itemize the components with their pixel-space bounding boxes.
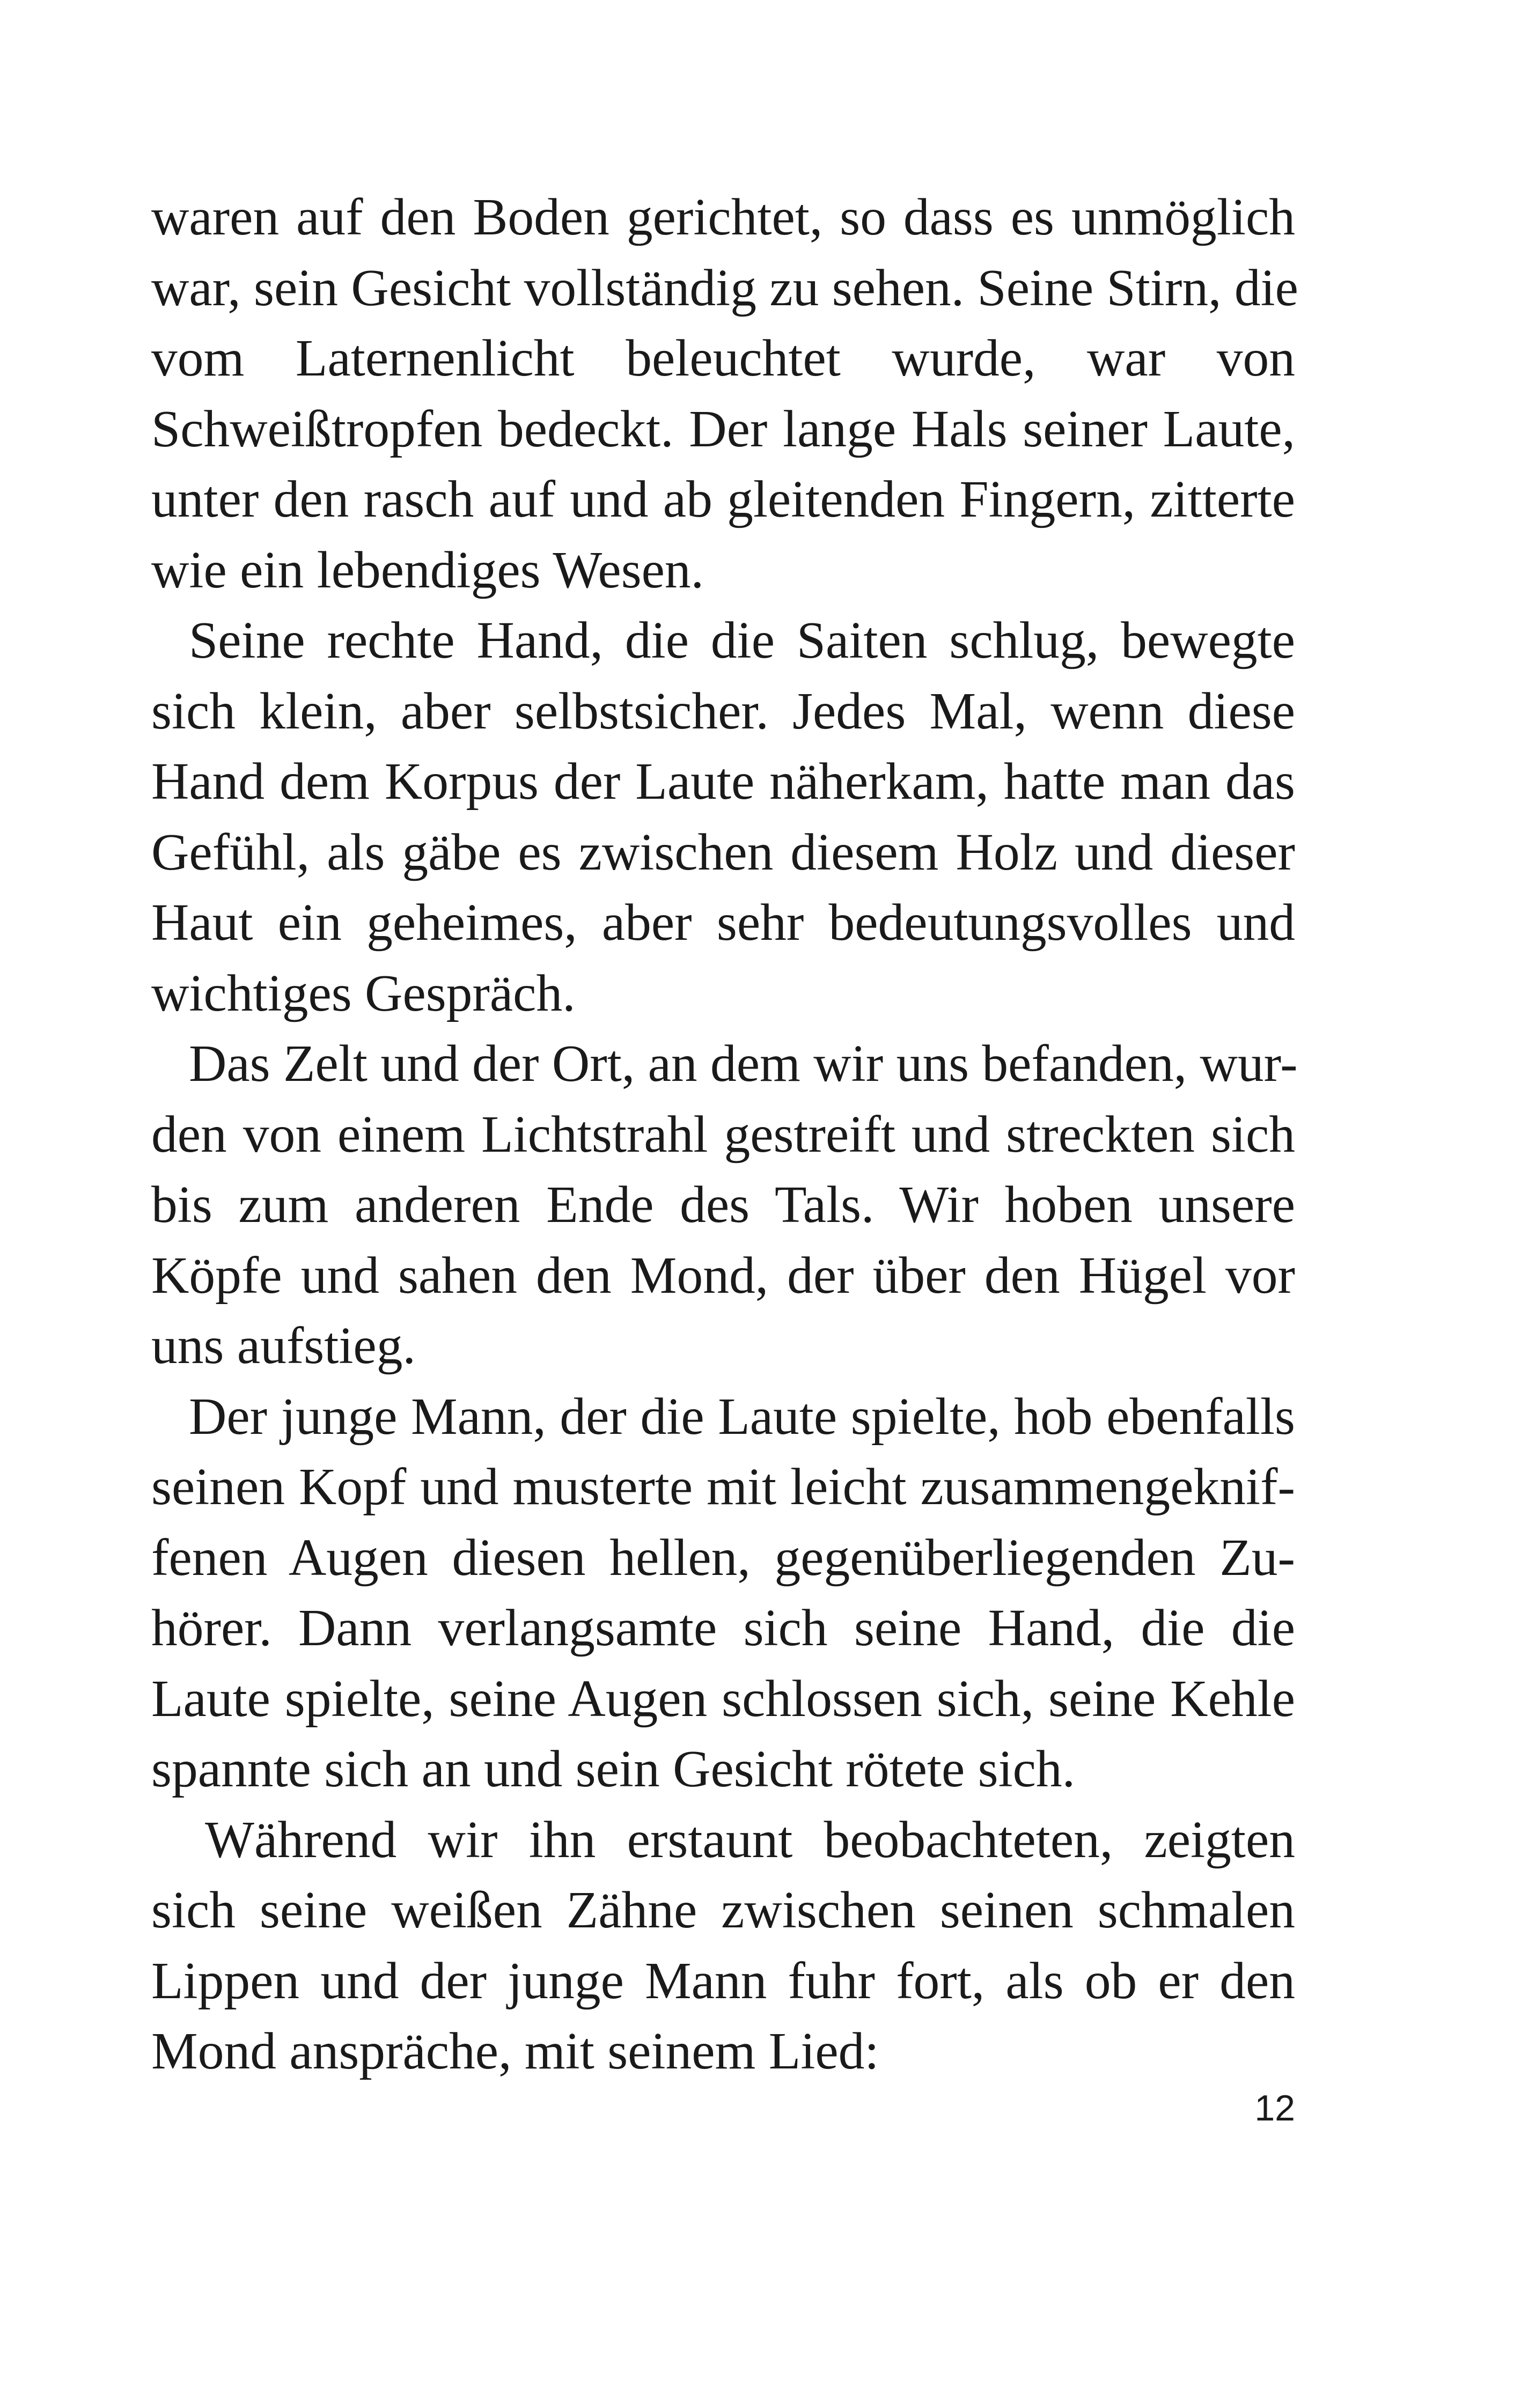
text-line: wichtiges Gespräch. [151,964,576,1022]
text-line: Gefühl, als gäbe es zwischen diesem Holz und dieser [151,823,1295,881]
text-line: Schweißtropfen bedeckt. Der lange Hals seiner Laute, [151,400,1295,458]
text-line: Während wir ihn erstaunt beobachteten, zeigten [205,1810,1295,1869]
paragraph-4 [151,1382,1295,1805]
text-line: Laute spielte, seine Augen schlossen sich, seine Kehle [151,1669,1295,1728]
text-line: uns aufstieg. [151,1317,416,1375]
text-line: den von einem Lichtstrahl gestreift und streckten sich [151,1105,1295,1164]
text-line: sich klein, aber selbstsicher. Jedes Mal, wenn diese [151,682,1295,740]
text-line: wie ein lebendiges Wesen. [151,541,704,599]
text-line: spannte sich an und sein Gesicht rötete sich. [151,1740,1076,1798]
text-line: Das Zelt und der Ort, an dem wir uns befanden, wur- [189,1035,1298,1093]
text-line: sich seine weißen Zähne zwischen seinen schmalen [151,1881,1295,1939]
paragraph-2 [151,606,1295,1029]
text-line: Lippen und der junge Mann fuhr fort, als ob er den [151,1952,1295,2010]
page-number: 12 [1254,2088,1295,2129]
text-line: unter den rasch auf und ab gleitenden Fingern, zitterte [151,470,1295,528]
text-line: bis zum anderen Ende des Tals. Wir hoben unsere [151,1176,1295,1234]
paragraph-3 [151,1029,1298,1382]
page-body [151,182,1298,2087]
text-line: vom Laternenlicht beleuchtet wurde, war von [151,329,1295,387]
text-line: hörer. Dann verlangsamte sich seine Hand, die die [151,1599,1295,1657]
text-line: Köpfe und sahen den Mond, der über den Hügel vor [151,1246,1295,1305]
text-line: waren auf den Boden gerichtet, so dass es unmöglich [151,188,1295,246]
text-line: war, sein Gesicht vollständig zu sehen. Seine Stirn, die [151,259,1298,317]
text-line: seinen Kopf und musterte mit leicht zusammengeknif- [151,1458,1295,1516]
paragraph-5 [151,1805,1295,2087]
text-line: Mond anspräche, mit seinem Lied: [151,2022,879,2080]
text-line: Haut ein geheimes, aber sehr bedeutungsvolles und [151,894,1295,952]
text-line: Hand dem Korpus der Laute näherkam, hatte man das [151,753,1295,811]
text-line: Seine rechte Hand, die die Saiten schlug, bewegte [189,612,1295,669]
text-line: fenen Augen diesen hellen, gegenüberliegenden Zu- [151,1528,1295,1587]
paragraph-1 [151,182,1298,606]
text-line: Der junge Mann, der die Laute spielte, hob ebenfalls [189,1387,1295,1446]
